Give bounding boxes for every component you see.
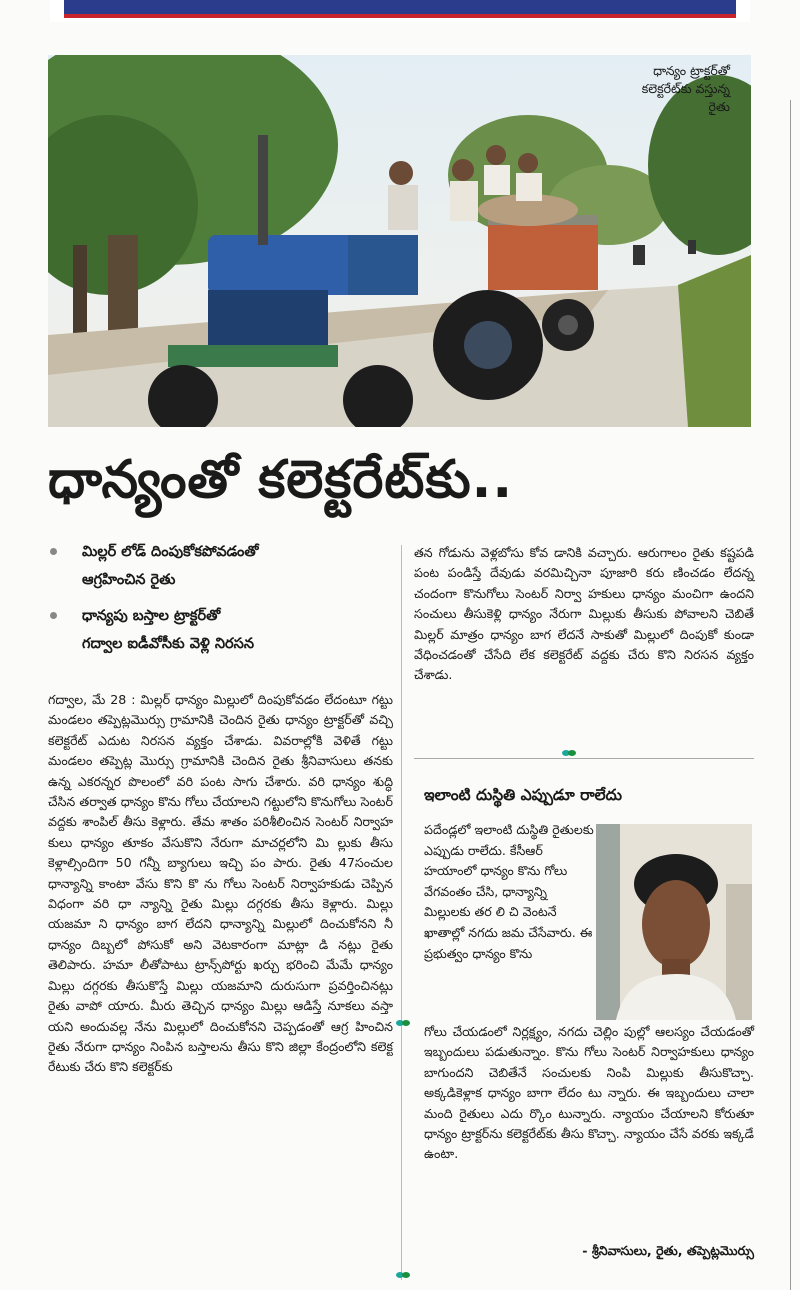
article-continuation [414,543,754,686]
photo-caption [540,62,730,116]
bullet-line: ధాన్యపు బస్తాల ట్రాక్టర్‌తో [82,608,221,624]
bullet-dot-icon [50,548,57,555]
caption-line: ధాన్యం ట్రాక్టర్‌తో [653,63,730,78]
leaf-icon [396,1270,410,1280]
bullet-dot-icon [50,612,57,619]
caption-line: కలెక్టరేట్‌కు వస్తున్న [641,81,730,96]
section-divider [414,758,754,759]
sidebar-byline: - శ్రీనివాసులు, రైతు, తప్పెట్లమొర్సు [582,1243,754,1258]
bullet-item [48,538,398,594]
sidebar-intro: పదేండ్లలో ఇలాంటి దుస్థితి రైతులకు ఎప్పుడు రాలేదు. కేసీఆర్ హయాంలో ధాన్యం కొను గోలు వేగవంతం చేసి, ధాన్యాన్ని మిల్లులకు తర లి చి వెంటనే ఖాతాల్లో నగదు జమ చేసేవారు. ఈ ప్రభుత్వం ధాన్యం కొను [424,822,594,961]
article-body [48,690,393,1078]
article-paragraph: గద్వాల, మే 28 : మిల్లర్ ధాన్యం మిల్లులో దింపుకోవడం లేదంటూ గట్టు మండలం తప్పెట్లమొర్సు గ్రామానికి చెందిన రైతు ధాన్యం ట్రాక్టర్‌తో వచ్చి కలెక్టరేట్ ఎదుట నిరసన వ్యక్తం చేశాడు. వివరాల్లోకి వెళితే గట్టు మండలం తప్పెట్ల మొర్సు గ్రామానికి చెందిన రైతు శ్రీనివాసులు తనకు ఉన్న ఎకరన్నర పొలంలో వరి పంట సాగు చేశారు. వరి ధాన్యం శుద్ధి చేసిన తర్వాత ధాన్యం కొను గోలు చేయాలని గట్టులోని కొనుగోలు సెంటర్ వద్దకు శాంపిల్ తీసు కెళ్లారు. తేమ శాతం పరిశీలించిన సెంటర్ నిర్వాహ కులు ధాన్యం తూకం వేసుకొని నేరుగా మాచర్లలోని మి ల్లుకు తీసు కెళ్లాల్సిందిగా 50 గన్నీ బ్యాగులు ఇచ్చి పం పారు. రైతు 47సంచుల ధాన్యాన్ని కాంటా వేసు కొని కొ ను గోలు సెంటర్ నిర్వాహకుడు చెప్పిన విధంగా వరి ధా న్యాన్ని రైతు మిల్లు దగ్గరకు తీసు కెళ్లారు. మిల్లు యజమా ని ధాన్యం బాగ లేదని ధాన్యాన్ని మిల్లులో దించుకోనని నీ ధాన్యం దిబ్బలో పోసుకో అని వెటకారంగా మాట్లా డి నట్లు రైతు తెలిపారు. హమా లీతోపాటు ట్రాన్స్‌పోర్టు ఖర్చు భరించి మేమే ధాన్యం మిల్లు దగ్గరకు తీసుకొస్తే మిల్లు యజమాని దురుసుగా ప్రవర్తించినట్లు రైతు వాపో యారు. మీరు తెచ్చిన ధాన్యం మిల్లు ఆడిస్తే నూకలు వస్తా యని అందువల్ల నేను మిల్లులో దించుకోనని చెప్పడంతో ఆగ్ర హించిన రైతు నేరుగా ధాన్యం నింపిన బస్తాలను తీసు కొని జిల్లా కేంద్రంలోని కలెక్ట రేటుకు చేరు కొని కలెక్టర్‌కు [48,692,393,1075]
leaf-icon [396,1018,410,1028]
leaf-icon [562,748,576,758]
article-paragraph: తన గోడును వెళ్లబోసు కోవ డానికి వచ్చారు. ఆరుగాలం రైతు కష్టపడి పంట పండిస్తే దేవుడు వరమిచ్చినా పూజారి కరు ణించడం లేదన్న చందంగా కొనుగోలు సెంటర్ నిర్వా హకులు ధాన్యం మంచిగా ఉందని సంచులు తీసుకెళ్లి ధాన్యం నేరుగా మిల్లుకు తీసుకు పోవాలని చెబితే మిల్లర్ మాత్రం ధాన్యం బాగ లేదనే సాకుతో మిల్లులో దింపుకో కుండా వేధించడంతో చేసేది లేక కలెక్టరేట్ వద్దకు చేరు కొని నిరసన వ్యక్తం చేశాడు. [414,545,754,683]
bullet-line: గద్వాల ఐడీవోసీకు వెళ్లి నిరసన [82,636,255,652]
masthead-strip [50,0,750,22]
column-divider [401,545,402,1280]
bullet-item [48,602,398,658]
headline: ధాన్యంతో కలెక్టరేట్‌కు.. [48,450,514,510]
bullet-list [48,538,398,666]
page-edge [790,100,791,1290]
caption-line: రైతు [708,99,730,114]
bullet-line: ఆగ్రహించిన రైతు [82,572,176,588]
sidebar-headline: ఇలాంటి దుస్థితి ఎప్పుడూ రాలేదు [424,786,622,804]
bullet-line: మిల్లర్ లోడ్ దింపుకోకపోవడంతో [82,544,259,560]
sidebar-body: గోలు చేయడంలో నిర్లక్ష్యం, నగదు చెల్లిం పుల్లో ఆలస్యం చేయడంతో ఇబ్బందులు పడుతున్నాం. కొను గోలు సెంటర్ నిర్వాహకులు ధాన్యం బాగుందని చెబితేనే సంచులకు నింపి మిల్లుకు తీసుకొచ్చా. అక్కడికెళ్లాక ధాన్యం బాగా లేదం టు న్నారు. ఈ ఇబ్బందులు చాలా మంది రైతులు ఎదు ర్కొం టున్నారు. న్యాయం చేయాలని కోరుతూ ధాన్యం ట్రాక్టర్‌ను కలెక్టరేట్‌కు తీసు కొచ్చా. న్యాయం చేసే వరకు ఇక్కడే ఉంటా. [424,1024,754,1162]
farmer-portrait [596,824,752,1020]
